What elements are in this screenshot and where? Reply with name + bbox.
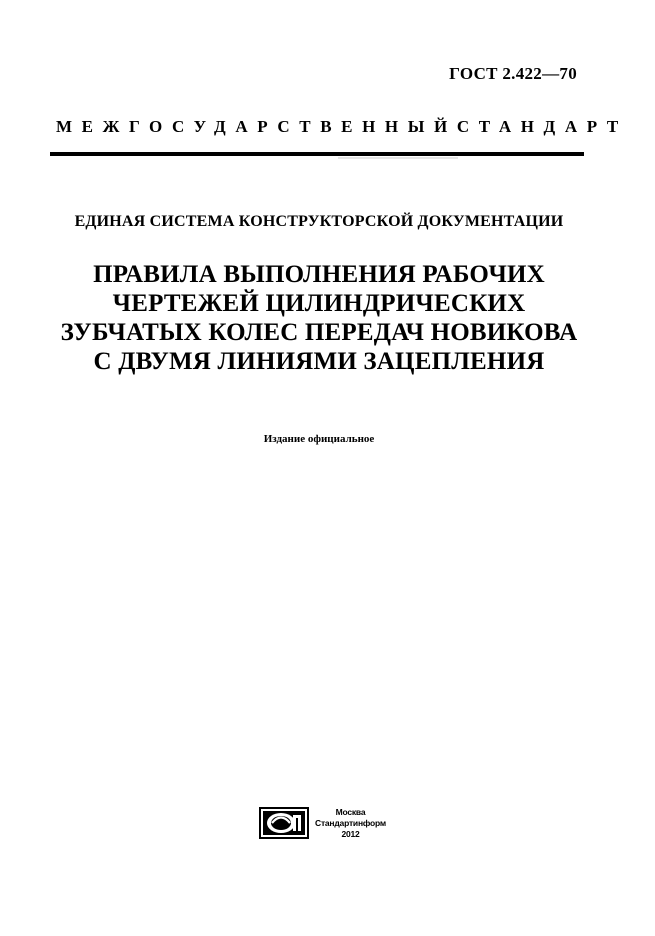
header-rule-shadow — [338, 157, 458, 159]
publisher-text — [315, 807, 386, 840]
standartinform-logo-icon — [259, 806, 309, 840]
main-title-line-4: С ДВУМЯ ЛИНИЯМИ ЗАЦЕПЛЕНИЯ — [93, 348, 545, 375]
standard-number: ГОСТ 2.422—70 — [449, 64, 577, 83]
main-title-line-1: ПРАВИЛА ВЫПОЛНЕНИЯ РАБОЧИХ — [93, 261, 545, 288]
header-rule — [50, 152, 584, 156]
publisher-name: Стандартинформ — [315, 817, 386, 828]
edition-note: Издание официальное — [263, 433, 375, 445]
standard-word: СТАНДАРТ — [456, 117, 628, 136]
main-title-line-2: ЧЕРТЕЖЕЙ ЦИЛИНДРИЧЕСКИХ — [112, 290, 526, 317]
main-title — [0, 260, 638, 376]
interstate-word: МЕЖГОСУДАРСТВЕННЫЙ — [56, 117, 457, 136]
publication-year: 2012 — [341, 828, 360, 839]
main-title-line-3: ЗУБЧАТЫХ КОЛЕС ПЕРЕДАЧ НОВИКОВА — [60, 319, 578, 346]
publisher-city: Москва — [335, 806, 366, 817]
interstate-standard-heading — [56, 117, 628, 137]
publisher-block — [259, 806, 386, 840]
system-title: ЕДИНАЯ СИСТЕМА КОНСТРУКТОРСКОЙ ДОКУМЕНТАЦИИ — [74, 213, 564, 230]
